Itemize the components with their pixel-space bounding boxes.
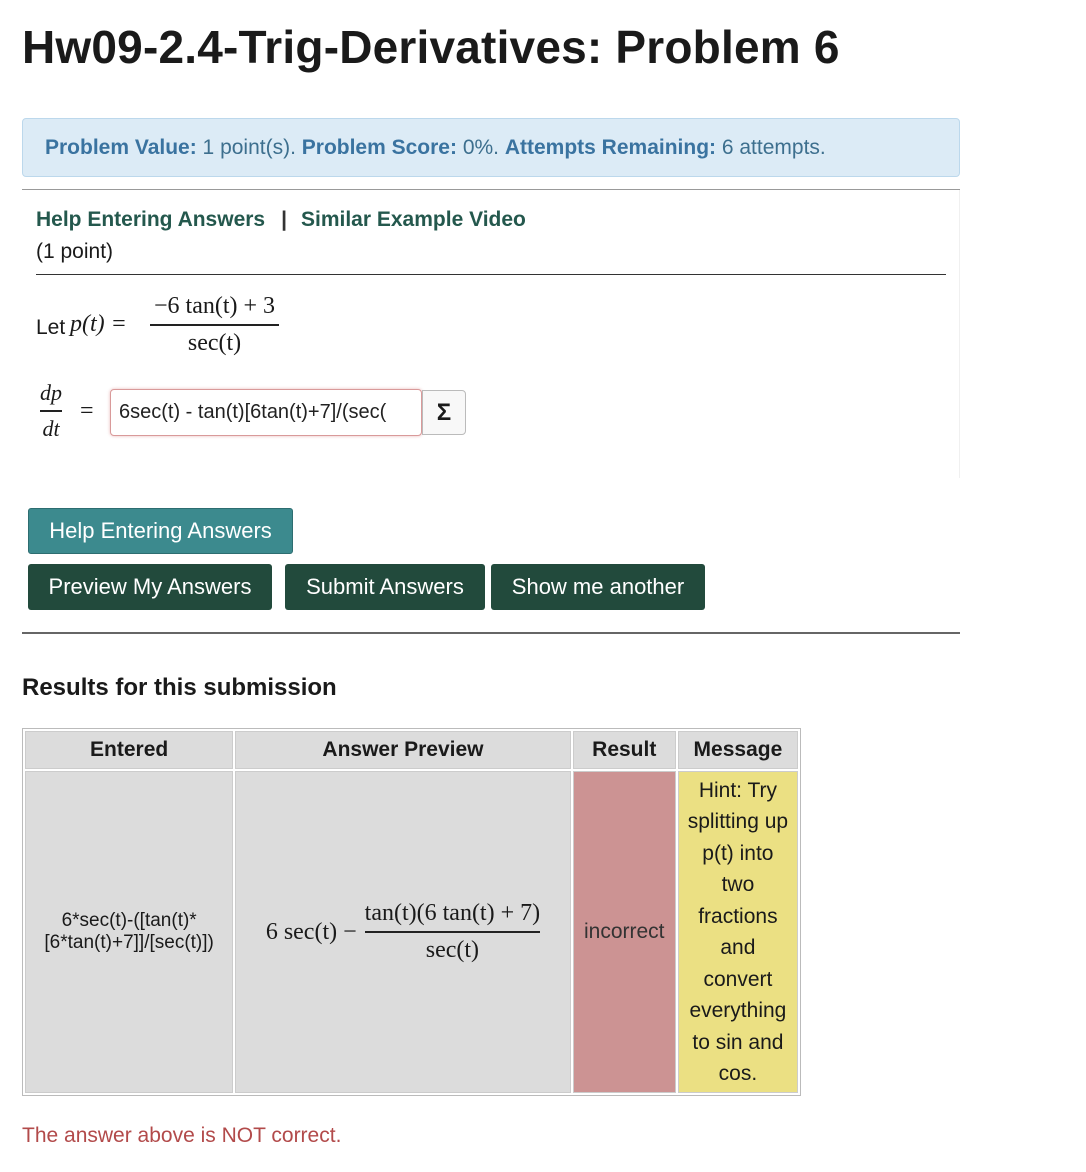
problem-value-label: Problem Value: xyxy=(45,135,197,159)
results-heading: Results for this submission xyxy=(22,674,337,701)
problem-info-banner xyxy=(22,118,960,177)
function-fraction xyxy=(150,293,279,357)
equation-editor-button[interactable] xyxy=(422,390,466,435)
page-title: Hw09-2.4-Trig-Derivatives: Problem 6 xyxy=(22,21,840,73)
show-another-button[interactable]: Show me another xyxy=(491,564,705,610)
problem-links xyxy=(36,208,526,232)
entered-answer: 6*sec(t)-([tan(t)*[6*tan(t)+7]]/[sec(t)]) xyxy=(25,771,233,1093)
equals-sign: = xyxy=(80,398,94,424)
problem-body xyxy=(22,190,960,478)
function-numerator: −6 tan(t) + 3 xyxy=(154,293,276,319)
hint-message: Hint: Try splitting up p(t) into two fractions and convert everything to sin and cos. xyxy=(678,771,798,1093)
problem-value: 1 point(s). xyxy=(196,135,302,159)
header-answer-preview: Answer Preview xyxy=(235,731,570,769)
problem-points: (1 point) xyxy=(36,240,114,263)
preview-fraction-bar xyxy=(365,931,540,933)
result-status: incorrect xyxy=(573,771,676,1093)
header-entered: Entered xyxy=(25,731,233,769)
preview-answers-button[interactable]: Preview My Answers xyxy=(28,564,272,610)
derivative-label xyxy=(40,380,62,442)
link-separator: | xyxy=(281,208,287,231)
results-header-row xyxy=(25,731,798,769)
function-denominator: sec(t) xyxy=(187,329,242,356)
answer-preview xyxy=(235,771,570,1093)
attempts-remaining: 6 attempts. xyxy=(716,135,826,159)
results-table xyxy=(22,728,801,1096)
answer-input[interactable] xyxy=(110,389,422,436)
problem-divider xyxy=(36,274,946,275)
derivative-numerator: dp xyxy=(40,380,62,405)
preview-numerator: tan(t)(6 tan(t) + 7) xyxy=(364,900,541,927)
attempts-remaining-label: Attempts Remaining: xyxy=(504,135,717,159)
function-name: p(t) = xyxy=(70,311,127,337)
help-entering-answers-link[interactable]: Help Entering Answers xyxy=(36,208,266,231)
derivative-denominator: dt xyxy=(42,415,60,441)
header-result: Result xyxy=(573,731,676,769)
let-text: Let xyxy=(36,316,66,339)
similar-example-video-link[interactable]: Similar Example Video xyxy=(301,208,526,231)
preview-lead: 6 sec(t) − xyxy=(265,918,357,945)
derivative-bar xyxy=(40,410,62,412)
preview-denominator: sec(t) xyxy=(425,936,480,963)
problem-score-label: Problem Score: xyxy=(301,135,457,159)
problem-score: 0%. xyxy=(456,135,505,159)
header-message: Message xyxy=(678,731,798,769)
divider-bottom xyxy=(22,632,960,634)
help-entering-answers-button[interactable]: Help Entering Answers xyxy=(28,508,293,554)
answer-status-message: The answer above is NOT correct. xyxy=(22,1124,342,1147)
table-row xyxy=(25,771,798,1093)
sigma-icon: Σ xyxy=(436,398,452,426)
submit-answers-button[interactable]: Submit Answers xyxy=(285,564,485,610)
